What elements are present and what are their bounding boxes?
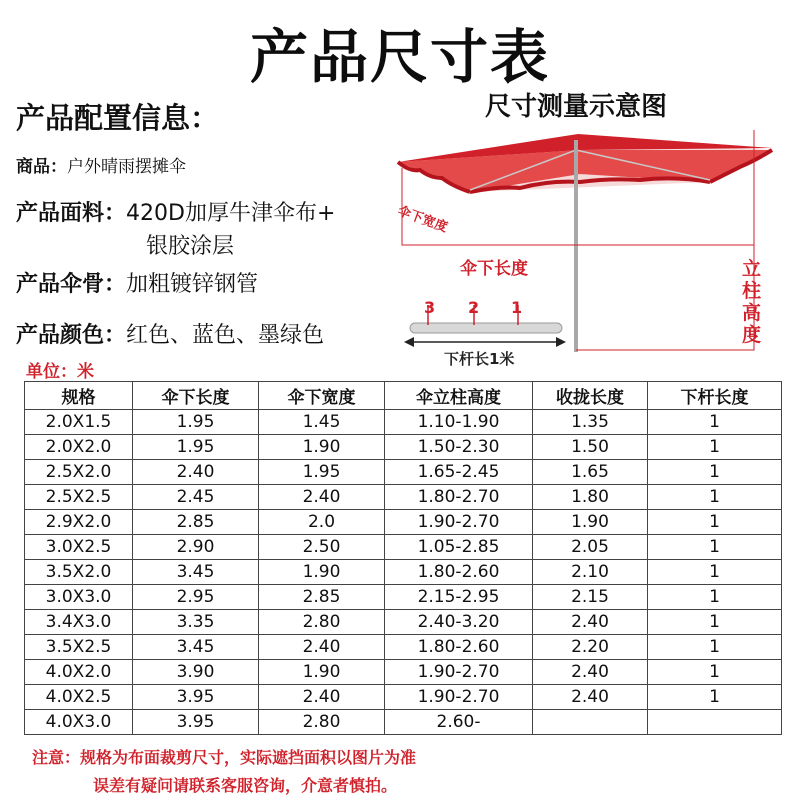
header-rod-length: 下杆长度 [648, 382, 782, 410]
table-cell: 2.15 [533, 585, 648, 610]
table-cell: 1.90-2.70 [385, 685, 533, 710]
table-cell: 1.80-2.60 [385, 635, 533, 660]
config-heading: 产品配置信息： [16, 101, 220, 135]
table-row [25, 435, 782, 460]
unit-label: 单位：米 [26, 362, 94, 382]
table-cell: 1.90-2.70 [385, 510, 533, 535]
table-cell: 1.95 [133, 410, 259, 435]
width-label: 伞下宽度 [395, 203, 450, 236]
color-label: 产品颜色： [16, 323, 127, 348]
table-cell [533, 710, 648, 735]
table-row [25, 485, 782, 510]
length-label: 伞下长度 [460, 259, 528, 279]
table-cell: 1.90 [259, 560, 385, 585]
table-cell: 1.05-2.85 [385, 535, 533, 560]
table-cell: 1.80-2.60 [385, 560, 533, 585]
product-label: 商品： [16, 157, 67, 177]
table-cell: 2.10 [533, 560, 648, 585]
table-cell: 2.5X2.0 [25, 460, 133, 485]
table-cell: 2.40 [259, 635, 385, 660]
table-cell: 2.40 [533, 660, 648, 685]
table-cell: 4.0X2.0 [25, 660, 133, 685]
table-cell: 1.65-2.45 [385, 460, 533, 485]
table-cell: 1.10-1.90 [385, 410, 533, 435]
table-row [25, 460, 782, 485]
table-header-row [25, 382, 782, 410]
table-cell: 1.90 [259, 435, 385, 460]
fabric-line [16, 196, 335, 227]
table-body [25, 410, 782, 735]
fabric-label: 产品面料： [16, 201, 127, 226]
table-cell: 3.0X3.0 [25, 585, 133, 610]
table-row [25, 535, 782, 560]
table-row [25, 585, 782, 610]
table-cell: 3.5X2.5 [25, 635, 133, 660]
product-line [16, 152, 186, 177]
table-row [25, 560, 782, 585]
table-cell: 3.5X2.0 [25, 560, 133, 585]
table-row [25, 510, 782, 535]
color-line [16, 318, 324, 349]
table-cell: 1 [648, 460, 782, 485]
rod-length-label: 下杆长1米 [444, 350, 515, 368]
table-cell: 2.40-3.20 [385, 610, 533, 635]
table-row [25, 610, 782, 635]
table-cell [648, 710, 782, 735]
table-cell: 1.45 [259, 410, 385, 435]
table-cell: 2.20 [533, 635, 648, 660]
table-cell: 1 [648, 635, 782, 660]
header-length: 伞下长度 [133, 382, 259, 410]
table-cell: 1.80-2.70 [385, 485, 533, 510]
table-cell: 3.4X3.0 [25, 610, 133, 635]
frame-label: 产品伞骨： [16, 272, 127, 297]
table-cell: 4.0X3.0 [25, 710, 133, 735]
table-cell: 2.60- [385, 710, 533, 735]
height-label: 立柱高度 [742, 258, 762, 346]
note-line-1: 注意：规格为布面裁剪尺寸，实际遮挡面积以图片为准 [32, 748, 417, 767]
table-cell: 2.15-2.95 [385, 585, 533, 610]
segment-2-label: 2 [468, 298, 480, 317]
table-cell: 1 [648, 510, 782, 535]
segment-1-label: 1 [511, 298, 523, 317]
table-cell: 1 [648, 585, 782, 610]
table-cell: 1.95 [133, 435, 259, 460]
table-cell: 2.0X1.5 [25, 410, 133, 435]
segment-3-label: 3 [424, 298, 436, 317]
table-cell: 1.50 [533, 435, 648, 460]
table-cell: 1 [648, 560, 782, 585]
table-cell: 2.45 [133, 485, 259, 510]
table-cell: 2.0X2.0 [25, 435, 133, 460]
note-line-2: 误差有疑问请联系客服咨询，介意者慎拍。 [93, 776, 398, 795]
table-cell: 1.80 [533, 485, 648, 510]
header-width: 伞下宽度 [259, 382, 385, 410]
product-value: 户外晴雨摆摊伞 [67, 157, 186, 177]
table-cell: 2.05 [533, 535, 648, 560]
frame-line [16, 267, 258, 298]
table-cell: 2.50 [259, 535, 385, 560]
table-cell: 1 [648, 410, 782, 435]
table-cell: 2.0 [259, 510, 385, 535]
diagram-title: 尺寸测量示意图 [485, 92, 668, 122]
table-cell: 3.95 [133, 685, 259, 710]
table-cell: 1 [648, 685, 782, 710]
table-row [25, 710, 782, 735]
table-row [25, 635, 782, 660]
table-cell: 1.65 [533, 460, 648, 485]
table-cell: 1 [648, 660, 782, 685]
table-cell: 2.85 [133, 510, 259, 535]
table-cell: 1.90-2.70 [385, 660, 533, 685]
fabric-value: 420D加厚牛津伞布+ [126, 201, 336, 226]
table-cell: 3.0X2.5 [25, 535, 133, 560]
table-row [25, 410, 782, 435]
header-pole-height: 伞立柱高度 [385, 382, 533, 410]
table-cell: 1 [648, 610, 782, 635]
table-cell: 1.50-2.30 [385, 435, 533, 460]
table-cell: 2.40 [259, 685, 385, 710]
lower-rod [410, 323, 562, 333]
table-cell: 2.5X2.5 [25, 485, 133, 510]
table-cell: 1 [648, 535, 782, 560]
table-cell: 3.45 [133, 635, 259, 660]
table-cell: 1 [648, 485, 782, 510]
table-cell: 4.0X2.5 [25, 685, 133, 710]
table-cell: 2.85 [259, 585, 385, 610]
table-cell: 2.80 [259, 710, 385, 735]
table-cell: 2.40 [533, 685, 648, 710]
header-folded-length: 收拢长度 [533, 382, 648, 410]
table-cell: 1.90 [259, 660, 385, 685]
frame-value: 加粗镀锌钢管 [126, 272, 259, 297]
table-cell: 2.90 [133, 535, 259, 560]
page-title: 产品尺寸表 [249, 23, 550, 91]
table-cell: 1.90 [533, 510, 648, 535]
table-row [25, 685, 782, 710]
table-cell: 3.35 [133, 610, 259, 635]
table-cell: 2.95 [133, 585, 259, 610]
size-table [24, 381, 782, 735]
table-cell: 2.40 [259, 485, 385, 510]
table-cell: 1.95 [259, 460, 385, 485]
umbrella-diagram [390, 120, 790, 368]
table-cell: 1 [648, 435, 782, 460]
table-cell: 2.9X2.0 [25, 510, 133, 535]
fabric-value-line2: 银胶涂层 [146, 234, 235, 259]
table-cell: 2.40 [133, 460, 259, 485]
table-cell: 3.95 [133, 710, 259, 735]
table-cell: 2.40 [533, 610, 648, 635]
table-row [25, 660, 782, 685]
color-value: 红色、蓝色、墨绿色 [126, 323, 325, 348]
header-spec: 规格 [25, 382, 133, 410]
table-cell: 3.45 [133, 560, 259, 585]
table-cell: 3.90 [133, 660, 259, 685]
table-cell: 1.35 [533, 410, 648, 435]
umbrella-illustration [390, 120, 790, 365]
table-cell: 2.80 [259, 610, 385, 635]
